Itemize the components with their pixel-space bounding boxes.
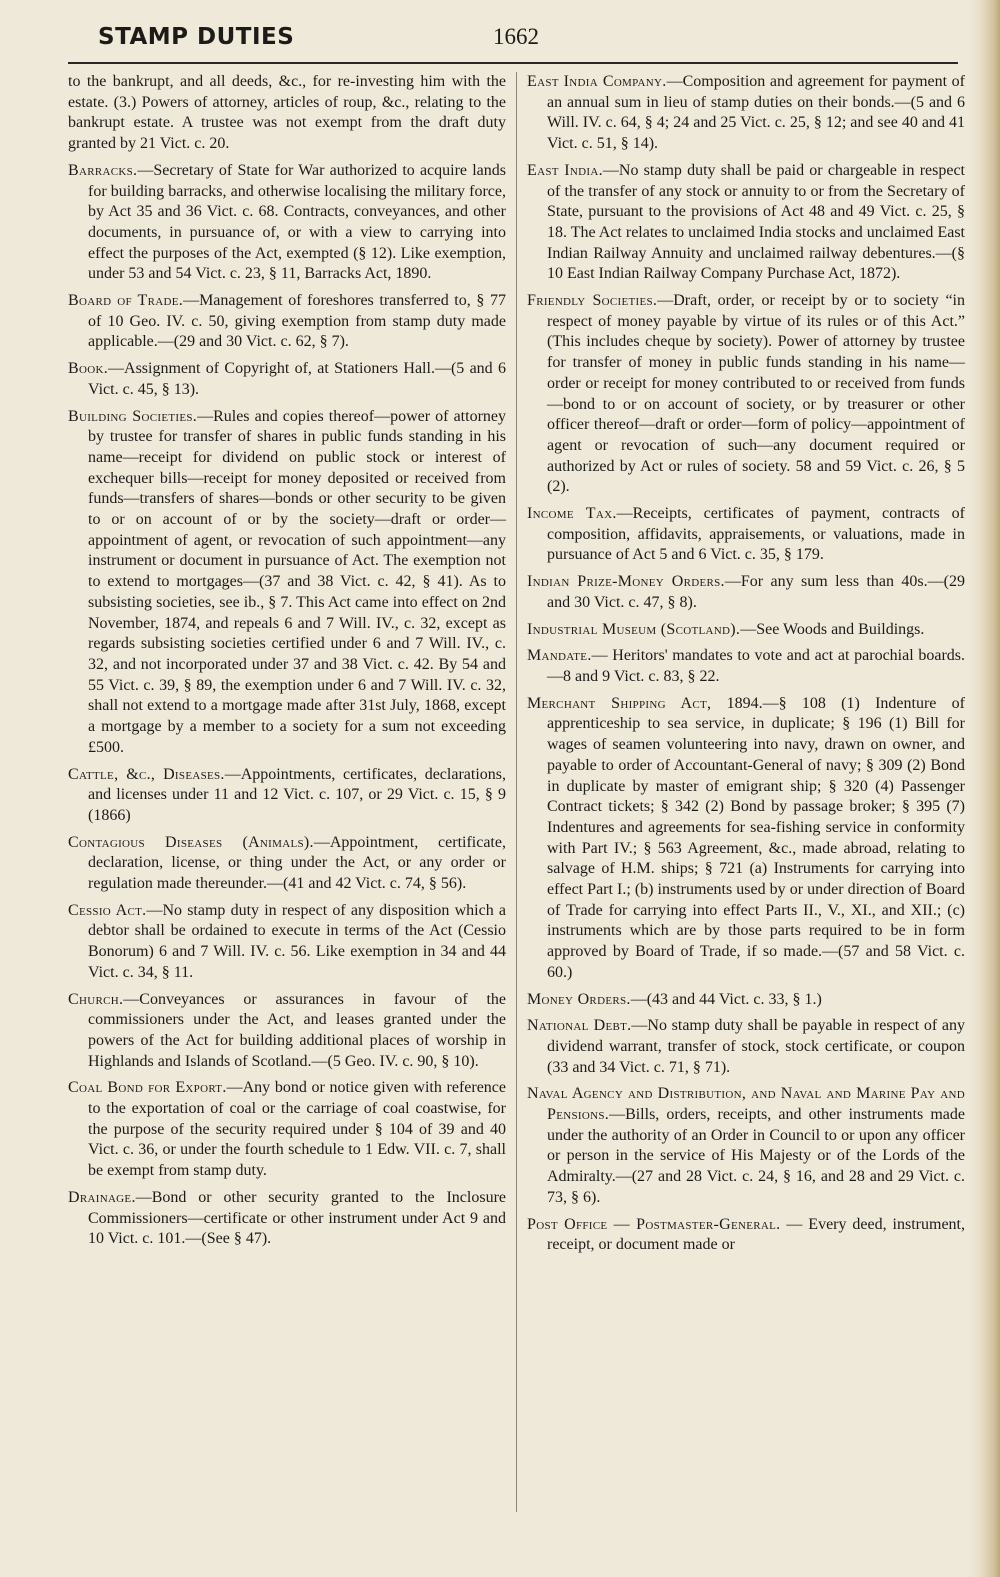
entry-naval-agency: [527, 1084, 965, 1208]
entry-headword: Building Societies.: [68, 407, 198, 425]
entry-book: [68, 359, 506, 400]
entry-continuation: [68, 72, 506, 155]
entry-headword: East India.: [527, 161, 603, 179]
column-divider: [516, 72, 517, 1512]
entry-east-india: [527, 161, 965, 285]
entry-body: —Bond or other security granted to the Inclosure Commissioners—certificate or other instrument under Act 9 and 10 Vict. c. 101.—(See § 47).: [88, 1188, 506, 1248]
entry-body: —Rules and copies thereof—power of attorney by trustee for transfer of shares in public funds standing in his name—receipt for dividend on public stock or interest of exchequer bills—receipt for money deposited or received from funds—transfers of shares—bonds or other security to be given to or on account of or by the society—draft or order—appointment of agent, or revocation of such appointment—any instrument or document in pursuance of Act. The exemption not to extend to mortgages—(37 and 38 Vict. c. 42, § 41). As to subsisting societies, see ib., § 7. This Act came into effect on 2nd November, 1874, and repeals 6 and 7 Will. IV., c. 32, except as regards subsisting societies certified under 6 and 7 Will. IV., c. 32, and not incorporated under 37 and 38 Vict. c. 42. By 54 and 55 Vict. c. 39, § 89, the exemption under 6 and 7 Will. IV. c. 32, shall not extend to a mortgage made after 31st July, 1868, except a mortgage by a member to a society for a sum not exceeding £500.: [88, 407, 506, 756]
entry-cessio-act: [68, 901, 506, 984]
entry-merchant-shipping-act: [527, 694, 965, 984]
entry-body: —Conveyances or assurances in favour of the commissioners under the Act, and leases granted under the powers of the Act for building additional places of worship in Highlands and Islands of Scotland.—(5 Geo. IV. c. 90, § 10).: [88, 990, 506, 1070]
entry-national-debt: [527, 1016, 965, 1078]
entry-headword: Cattle, &c., Diseases.: [68, 765, 225, 783]
entry-money-orders: [527, 990, 965, 1011]
entry-body: —Appointments, certificates, declarations, and licenses under 11 and 12 Vict. c. 107, or 29 Vict. c. 15, § 9 (1866): [88, 765, 506, 824]
entry-building-societies: [68, 407, 506, 759]
entry-body: —No stamp duty shall be paid or chargeable in respect of the transfer of any stock or annuity to or from the Secretary of State, pursuant to the provisions of Act 48 and 49 Vict. c. 25, § 18. The Act relates to unclaimed India stocks and unclaimed East Indian Railway Annuity and unclaimed railway debentures.—(§ 10 East Indian Railway Company Purchase Act, 1872).: [547, 161, 966, 283]
entry-headword: Contagious Diseases (Animals).: [68, 833, 314, 851]
entry-coal-bond: [68, 1078, 506, 1182]
entry-headword: Money Orders.: [527, 990, 631, 1008]
entry-headword: Naval Agency and Distribution, and Naval and Marine Pay and Pensions.: [527, 1085, 965, 1124]
entry-body: —No stamp duty shall be payable in respect of any dividend warrant, transfer of stock, stock certificate, or coupon (33 and 34 Vict. c. 71, § 71).: [547, 1017, 965, 1076]
left-column: [68, 72, 506, 1256]
entry-body: —Assignment of Copyright of, at Stationers Hall.—(5 and 6 Vict. c. 45, § 13).: [88, 360, 506, 398]
entry-headword: East India Company.: [527, 73, 667, 90]
entry-headword: Cessio Act.: [68, 901, 147, 919]
entry-headword: Book.: [68, 360, 109, 378]
entry-headword: Church.: [68, 990, 124, 1008]
entry-church: [68, 990, 506, 1073]
entry-headword: Industrial Museum (Scotland).: [527, 620, 741, 638]
entry-headword: Indian Prize-Money Orders.: [527, 573, 725, 591]
entry-body: —Management of foreshores transferred to, § 77 of 10 Geo. IV. c. 50, giving exemption from stamp duty made applicable.—(29 and 30 Vict. c. 62, § 7).: [88, 292, 506, 351]
entry-headword: Merchant Shipping Act,: [527, 694, 712, 712]
entry-body: —Secretary of State for War authorized to acquire lands for building barracks, and otherwise localising the military force, by Act 35 and 36 Vict. c. 68. Contracts, conveyances, and other documents, in pursuance of, or with a view to carrying into effect the purposes of the Act, exempted (§ 12). Like exemption, under 53 and 54 Vict. c. 23, § 11, Barracks Act, 1890.: [88, 161, 506, 283]
entry-body: —Appointment, certificate, declaration, license, or thing under the Act, or any order or regulation made thereunder.—(41 and 42 Vict. c. 74, § 56).: [88, 833, 506, 893]
entry-headword: Income Tax.: [527, 505, 617, 523]
entry-body: — Every deed, instrument, receipt, or document made or: [547, 1215, 965, 1254]
entry-contagious-diseases: [68, 833, 506, 895]
header-rule: [68, 62, 958, 64]
page-header: [68, 22, 958, 56]
entry-post-office: [527, 1215, 965, 1256]
entry-body: —Any bond or notice given with reference to the exportation of coal or the carriage of coal coastwise, for the purpose of the security required under § 104 of 39 and 40 Vict. c. 36, or under the fourth schedule to 1 Edw. VII. c. 7, shall be exempt from stamp duty.: [88, 1079, 507, 1180]
entry-drainage: [68, 1188, 506, 1250]
entry-body: to the bankrupt, and all deeds, &c., for re-investing him with the estate. (3.) Powers of attorney, articles of roup, &c., relating to the bankrupt estate. A trustee was not exempt from the draft duty granted by 21 Vict. c. 20.: [68, 73, 506, 153]
entry-body: —(43 and 44 Vict. c. 33, § 1.): [630, 990, 822, 1008]
entry-body: —Bills, orders, receipts, and other instruments made under the authority of an Order in Council to or upon any officer or person in the service of His Majesty or of the Lords of the Admiralty.—(27 and 28 Vict. c. 24, § 16, and 28 and 29 Vict. c. 73, § 6).: [547, 1106, 965, 1206]
entry-body: —No stamp duty in respect of any disposition which a debtor shall be ordained to execute in terms of the Act (Cessio Bonorum) 6 and 7 Will. IV. c. 56. Like exemption in 34 and 44 Vict. c. 34, § 11.: [88, 901, 506, 981]
entry-headword: National Debt.: [527, 1017, 632, 1035]
entry-income-tax: [527, 504, 965, 566]
entry-east-india-company: [527, 72, 965, 155]
entry-headword: Barracks.: [68, 161, 138, 179]
page-number: 1662: [493, 24, 539, 49]
entry-board-of-trade: [68, 291, 506, 353]
entry-mandate: [527, 646, 965, 687]
entry-body: —For any sum less than 40s.—(29 and 30 Vict. c. 47, § 8).: [547, 573, 965, 611]
entry-body: —Composition and agreement for payment of an annual sum in lieu of stamp duties on their bonds.—(5 and 6 Will. IV. c. 64, § 4; 24 and 25 Vict. c. 25, § 12; and see 40 and 41 Vict. c. 51, § 14).: [547, 73, 966, 153]
page-edge-shadow: [970, 0, 1000, 1577]
entry-body: —Draft, order, or receipt by or to society “in respect of money payable by virtue of its rules or of this Act.” (This includes cheque by society). Power of attorney by trustee for transfer of money in public funds standing in his name—order or receipt for money contributed to or received from funds—bond to or on account of society, or by treasurer or other officer thereof—draft or order—form of policy—appointment of agent or revocation of such—any document required or authorized by Act or rules of society. 58 and 59 Vict. c. 26, § 5 (2).: [547, 292, 965, 496]
entry-headword: Mandate.: [527, 647, 592, 665]
entry-headword: Friendly Societies.: [527, 292, 658, 310]
entry-friendly-societies: [527, 291, 965, 498]
entry-indian-prize-money: [527, 572, 965, 613]
entry-body: —See Woods and Buildings.: [740, 620, 925, 638]
entry-headword: Post Office — Postmaster-General.: [527, 1215, 781, 1233]
entry-body: 1894.—§ 108 (1) Indenture of apprenticeship to sea service, in duplicate; § 196 (1) Bill for wages of seamen volunteering into navy, drawn on owner, and payable to order of Accountant-General of navy; § 309 (2) Bond in duplicate by master of emigrant ship; § 320 (4) Passenger Contract tickets; § 342 (2) Bond by passage broker; § 395 (7) Indentures and agreements for sea-fishing service in conformity with Part IV.; § 563 Agreement, &c., made abroad, relating to salvage of H.M. ships; § 721 (a) Instruments for carrying into effect Part I.; (b) instruments used by or under direction of Board of Trade for carrying into effect Parts II., V., XI., and XII.; (c) instruments which are by those parts required to be in form approved by Board of Trade, if so made.—(57 and 58 Vict. c. 60.): [547, 694, 965, 981]
entry-industrial-museum: [527, 620, 965, 641]
running-title: STAMP DUTIES: [98, 24, 295, 50]
entry-barracks: [68, 161, 506, 285]
entry-headword: Coal Bond for Export.: [68, 1079, 227, 1097]
entry-cattle-diseases: [68, 765, 506, 827]
right-column: [527, 72, 965, 1262]
entry-body: —Receipts, certificates of payment, contracts of composition, affidavits, appraisements, or valuations, made in pursuance of Act 5 and 6 Vict. c. 35, § 179.: [547, 505, 966, 564]
entry-headword: Board of Trade.: [68, 292, 184, 310]
entry-body: — Heritors' mandates to vote and act at parochial boards.—8 and 9 Vict. c. 83, § 22.: [547, 647, 965, 685]
entry-headword: Drainage.: [68, 1188, 136, 1206]
